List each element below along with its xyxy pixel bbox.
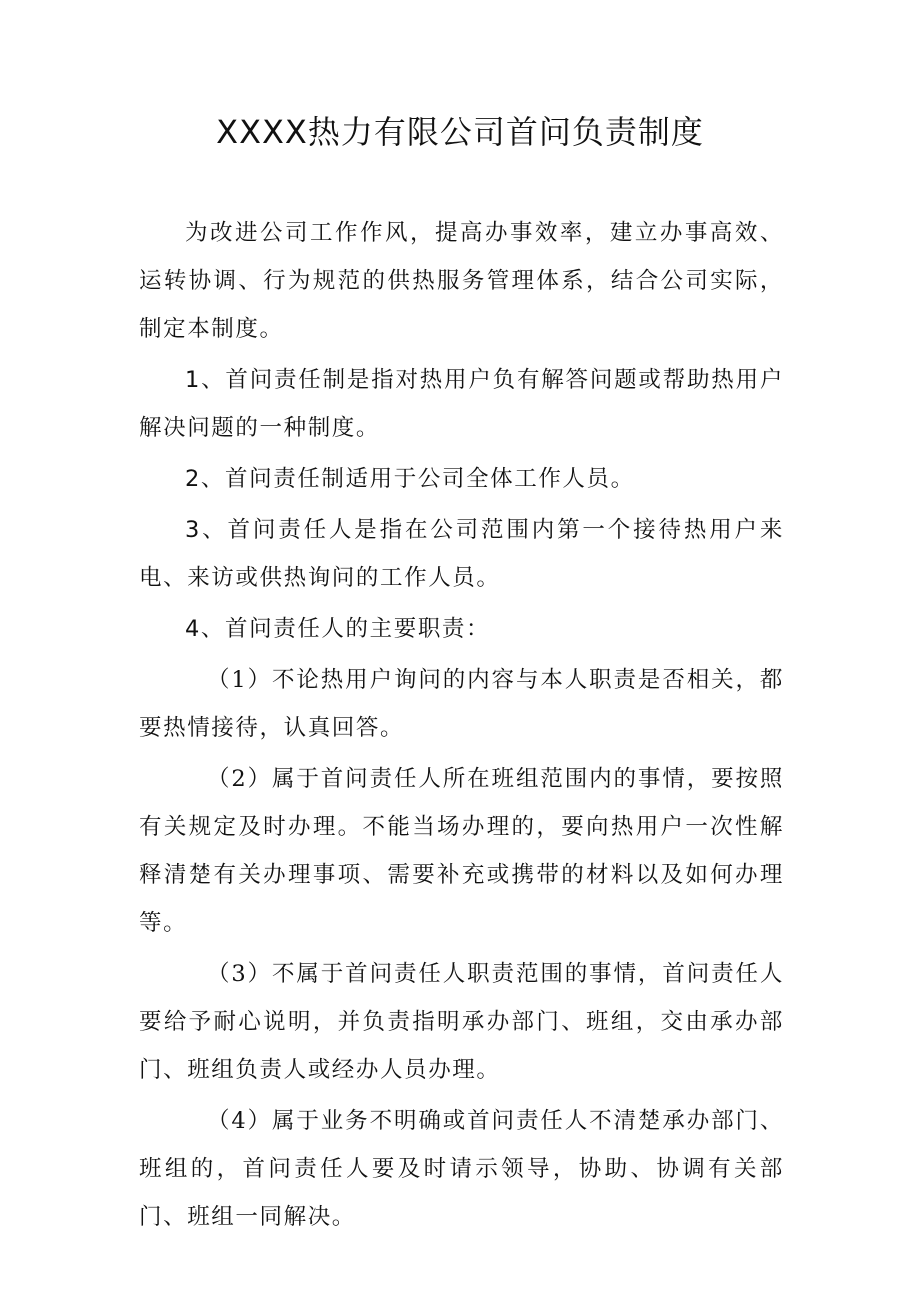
document-body: [139, 209, 784, 1244]
document-title: XXXX热力有限公司首问负责制度: [216, 113, 704, 151]
intro-paragraph: 为改进公司工作作风，提高办事效率，建立办事高效、运转协调、行为规范的供热服务管理体系，结合公司实际，制定本制度。: [139, 220, 784, 342]
article-2: 2、首问责任制适用于公司全体工作人员。: [185, 466, 635, 492]
duty-2: （2）属于首问责任人所在班组范围内的事情，要按照有关规定及时办理。不能当场办理的，要向热用户一次性解释清楚有关办理事项、需要补充或携带的材料以及如何办理等。: [139, 766, 784, 936]
article-1: 1、首问责任制是指对热用户负有解答问题或帮助热用户解决问题的一种制度。: [139, 367, 784, 441]
duty-1: （1）不论热用户询问的内容与本人职责是否相关，都要热情接待，认真回答。: [139, 667, 784, 741]
duty-3: （3）不属于首问责任人职责范围的事情，首问责任人要给予耐心说明，并负责指明承办部门、班组，交由承办部门、班组负责人或经办人员办理。: [139, 961, 784, 1083]
duty-4: （4）属于业务不明确或首问责任人不清楚承办部门、班组的，首问责任人要及时请示领导，协助、协调有关部门、班组一同解决。: [139, 1108, 784, 1230]
article-4: 4、首问责任人的主要职责：: [185, 616, 491, 642]
article-3: 3、首问责任人是指在公司范围内第一个接待热用户来电、来访或供热询问的工作人员。: [139, 517, 784, 591]
